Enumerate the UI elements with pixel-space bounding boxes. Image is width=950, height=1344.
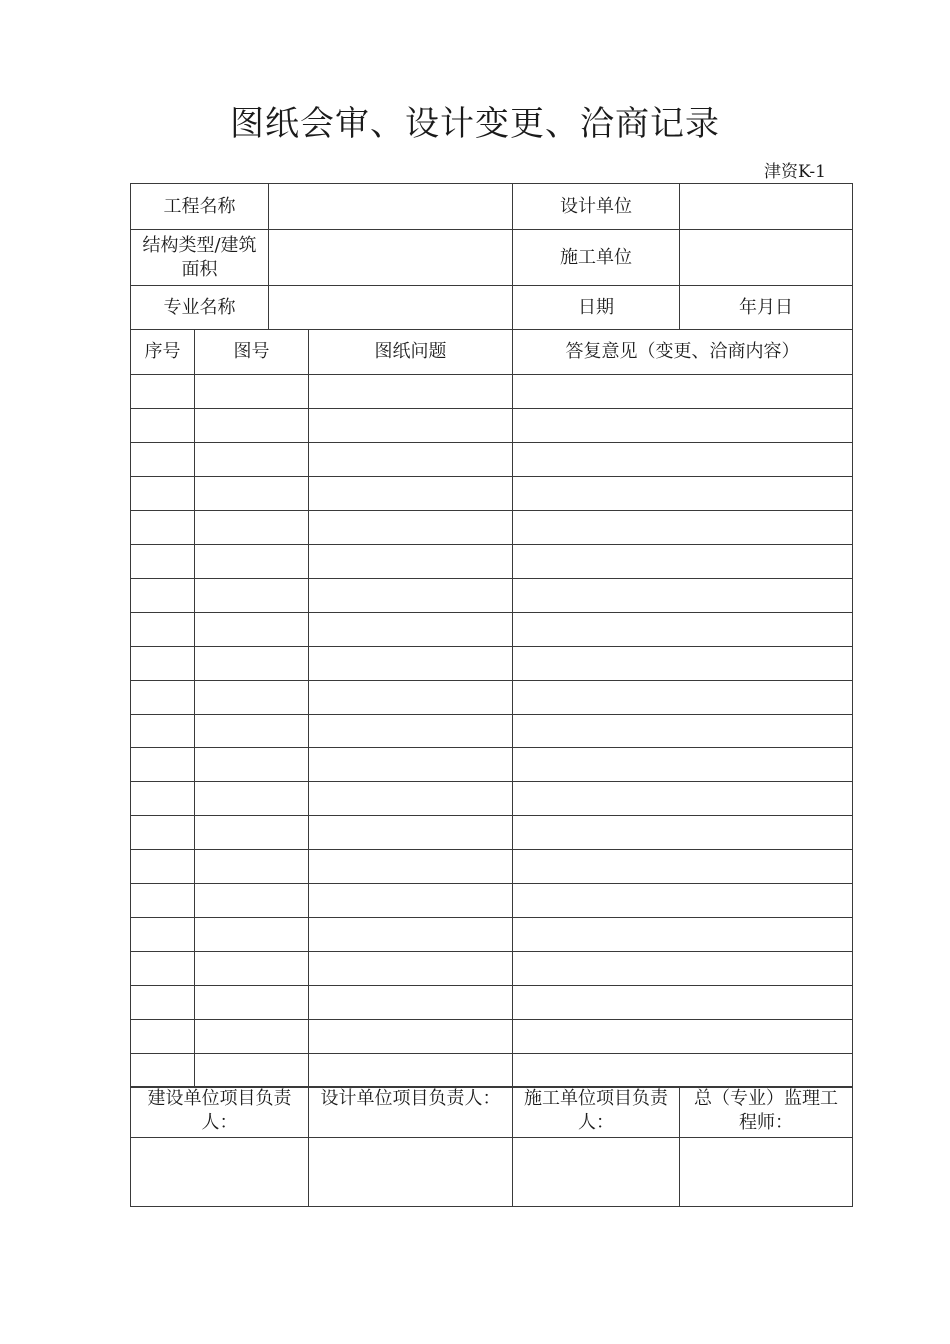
form-code: 津资K-1 bbox=[763, 162, 826, 182]
table-cell-seq[interactable] bbox=[130, 1019, 195, 1054]
table-cell-drawing-issue[interactable] bbox=[308, 680, 513, 715]
table-cell-seq[interactable] bbox=[130, 747, 195, 782]
table-cell-reply[interactable] bbox=[512, 680, 853, 715]
table-cell-drawing-no[interactable] bbox=[194, 510, 309, 545]
table-cell-seq[interactable] bbox=[130, 680, 195, 715]
column-header-reply: 答复意见（变更、洽商内容） bbox=[512, 329, 853, 375]
table-cell-drawing-issue[interactable] bbox=[308, 374, 513, 409]
table-cell-seq[interactable] bbox=[130, 578, 195, 613]
construction-unit-label: 施工单位 bbox=[512, 229, 680, 286]
date-label: 日期 bbox=[512, 285, 680, 330]
table-cell-seq[interactable] bbox=[130, 510, 195, 545]
structure-type-label: 结构类型/建筑面积 bbox=[130, 229, 269, 286]
table-cell-drawing-no[interactable] bbox=[194, 849, 309, 884]
table-cell-drawing-no[interactable] bbox=[194, 646, 309, 681]
project-name-label: 工程名称 bbox=[130, 183, 269, 230]
table-cell-drawing-issue[interactable] bbox=[308, 781, 513, 816]
table-cell-reply[interactable] bbox=[512, 917, 853, 952]
contractor-pm-signature-label: 施工单位项目负责人： bbox=[512, 1086, 680, 1138]
table-cell-reply[interactable] bbox=[512, 510, 853, 545]
table-cell-drawing-issue[interactable] bbox=[308, 544, 513, 579]
table-cell-drawing-issue[interactable] bbox=[308, 442, 513, 477]
design-unit-label: 设计单位 bbox=[512, 183, 680, 230]
table-cell-drawing-issue[interactable] bbox=[308, 646, 513, 681]
table-cell-reply[interactable] bbox=[512, 1019, 853, 1054]
table-cell-drawing-no[interactable] bbox=[194, 1019, 309, 1054]
table-cell-drawing-issue[interactable] bbox=[308, 510, 513, 545]
table-cell-drawing-no[interactable] bbox=[194, 883, 309, 918]
table-cell-seq[interactable] bbox=[130, 714, 195, 748]
table-cell-seq[interactable] bbox=[130, 544, 195, 579]
table-cell-drawing-no[interactable] bbox=[194, 680, 309, 715]
construction-unit-field[interactable] bbox=[679, 229, 853, 286]
design-unit-field[interactable] bbox=[679, 183, 853, 230]
table-cell-seq[interactable] bbox=[130, 612, 195, 647]
table-cell-drawing-issue[interactable] bbox=[308, 714, 513, 748]
table-cell-seq[interactable] bbox=[130, 374, 195, 409]
table-cell-seq[interactable] bbox=[130, 442, 195, 477]
column-header-drawing-issue: 图纸问题 bbox=[308, 329, 513, 375]
column-header-drawing-no: 图号 bbox=[194, 329, 309, 375]
table-cell-drawing-no[interactable] bbox=[194, 815, 309, 850]
table-cell-reply[interactable] bbox=[512, 544, 853, 579]
table-cell-drawing-issue[interactable] bbox=[308, 951, 513, 986]
designer-pm-signature-label: 设计单位项目负责人： bbox=[308, 1086, 513, 1138]
table-cell-seq[interactable] bbox=[130, 646, 195, 681]
table-cell-drawing-issue[interactable] bbox=[308, 917, 513, 952]
table-cell-reply[interactable] bbox=[512, 612, 853, 647]
table-cell-reply[interactable] bbox=[512, 646, 853, 681]
record-form-table bbox=[130, 183, 853, 1207]
table-cell-drawing-issue[interactable] bbox=[308, 1019, 513, 1054]
table-cell-drawing-issue[interactable] bbox=[308, 985, 513, 1020]
table-cell-drawing-no[interactable] bbox=[194, 612, 309, 647]
table-cell-drawing-no[interactable] bbox=[194, 747, 309, 782]
table-cell-drawing-no[interactable] bbox=[194, 476, 309, 511]
table-cell-drawing-issue[interactable] bbox=[308, 476, 513, 511]
table-cell-drawing-no[interactable] bbox=[194, 408, 309, 443]
table-cell-drawing-issue[interactable] bbox=[308, 747, 513, 782]
table-cell-reply[interactable] bbox=[512, 408, 853, 443]
owner-pm-signature-label: 建设单位项目负责人： bbox=[130, 1086, 309, 1138]
specialty-name-label: 专业名称 bbox=[130, 285, 269, 330]
table-cell-seq[interactable] bbox=[130, 476, 195, 511]
project-name-field[interactable] bbox=[268, 183, 513, 230]
contractor-pm-signature-area[interactable] bbox=[512, 1137, 680, 1207]
table-cell-reply[interactable] bbox=[512, 374, 853, 409]
table-cell-drawing-issue[interactable] bbox=[308, 883, 513, 918]
table-cell-seq[interactable] bbox=[130, 951, 195, 986]
table-cell-reply[interactable] bbox=[512, 951, 853, 986]
owner-pm-signature-area[interactable] bbox=[130, 1137, 309, 1207]
chief-supervisor-signature-label: 总（专业）监理工程师： bbox=[679, 1086, 853, 1138]
table-cell-reply[interactable] bbox=[512, 578, 853, 613]
table-cell-drawing-no[interactable] bbox=[194, 781, 309, 816]
table-cell-seq[interactable] bbox=[130, 849, 195, 884]
table-cell-reply[interactable] bbox=[512, 815, 853, 850]
document-title: 图纸会审、设计变更、洽商记录 bbox=[230, 104, 720, 144]
structure-type-field[interactable] bbox=[268, 229, 513, 286]
table-cell-drawing-issue[interactable] bbox=[308, 612, 513, 647]
table-cell-drawing-no[interactable] bbox=[194, 544, 309, 579]
table-cell-seq[interactable] bbox=[130, 781, 195, 816]
table-cell-reply[interactable] bbox=[512, 442, 853, 477]
table-cell-seq[interactable] bbox=[130, 883, 195, 918]
column-header-seq: 序号 bbox=[130, 329, 195, 375]
chief-supervisor-signature-area[interactable] bbox=[679, 1137, 853, 1207]
table-cell-seq[interactable] bbox=[130, 1053, 195, 1088]
table-cell-drawing-no[interactable] bbox=[194, 951, 309, 986]
table-cell-reply[interactable] bbox=[512, 883, 853, 918]
table-cell-reply[interactable] bbox=[512, 1053, 853, 1088]
table-cell-reply[interactable] bbox=[512, 476, 853, 511]
table-cell-drawing-issue[interactable] bbox=[308, 849, 513, 884]
table-cell-seq[interactable] bbox=[130, 408, 195, 443]
table-cell-drawing-no[interactable] bbox=[194, 442, 309, 477]
table-cell-drawing-no[interactable] bbox=[194, 374, 309, 409]
table-cell-drawing-issue[interactable] bbox=[308, 815, 513, 850]
table-cell-reply[interactable] bbox=[512, 781, 853, 816]
table-cell-seq[interactable] bbox=[130, 917, 195, 952]
table-cell-seq[interactable] bbox=[130, 815, 195, 850]
table-cell-drawing-no[interactable] bbox=[194, 1053, 309, 1088]
specialty-name-field[interactable] bbox=[268, 285, 513, 330]
table-cell-drawing-no[interactable] bbox=[194, 917, 309, 952]
date-field[interactable]: 年月日 bbox=[679, 285, 853, 330]
table-cell-reply[interactable] bbox=[512, 714, 853, 748]
table-cell-drawing-no[interactable] bbox=[194, 714, 309, 748]
table-cell-drawing-issue[interactable] bbox=[308, 578, 513, 613]
table-cell-drawing-issue[interactable] bbox=[308, 408, 513, 443]
designer-pm-signature-area[interactable] bbox=[308, 1137, 513, 1207]
table-cell-reply[interactable] bbox=[512, 747, 853, 782]
table-cell-reply[interactable] bbox=[512, 985, 853, 1020]
table-cell-drawing-no[interactable] bbox=[194, 985, 309, 1020]
table-cell-seq[interactable] bbox=[130, 985, 195, 1020]
table-cell-drawing-issue[interactable] bbox=[308, 1053, 513, 1088]
table-cell-drawing-no[interactable] bbox=[194, 578, 309, 613]
table-cell-reply[interactable] bbox=[512, 849, 853, 884]
